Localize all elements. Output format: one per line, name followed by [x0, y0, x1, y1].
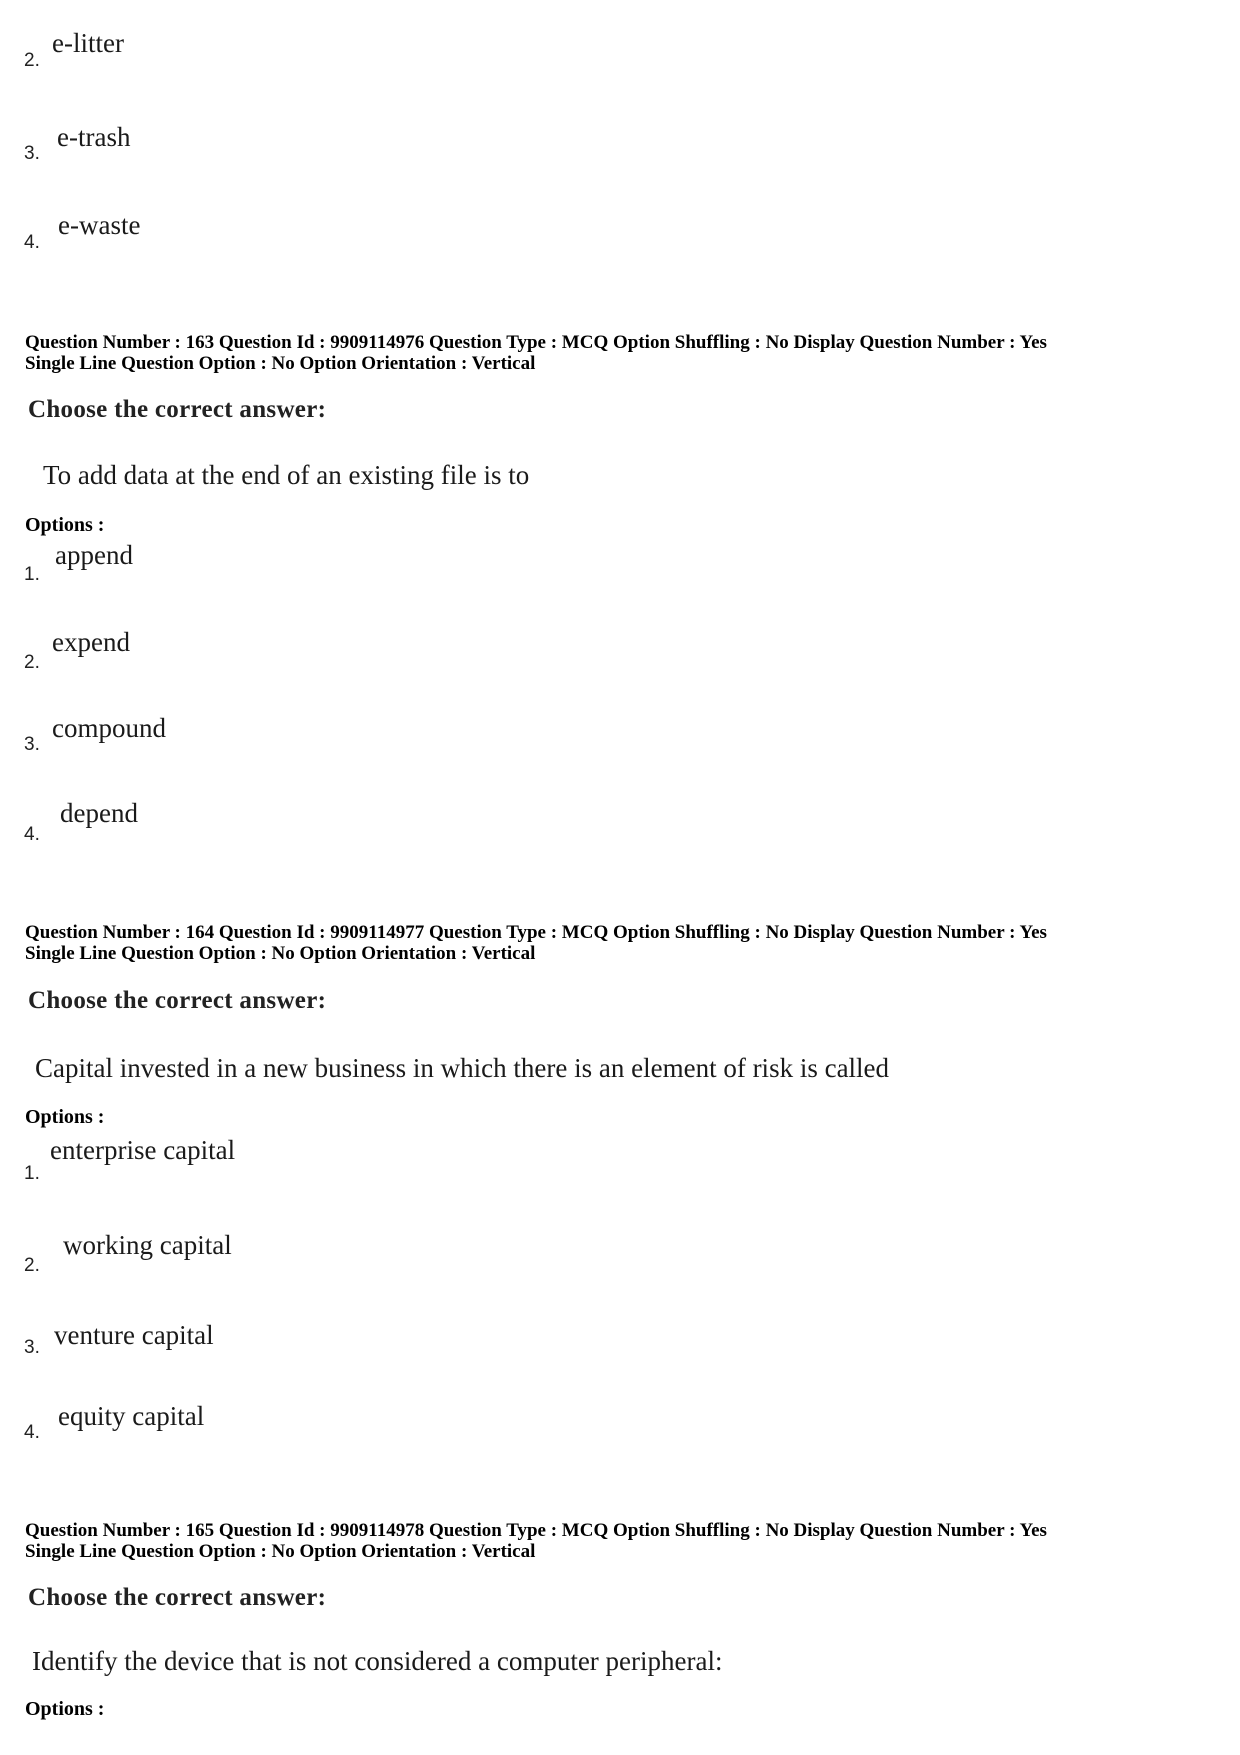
options-label: Options :	[25, 514, 105, 536]
option-number: 2.	[24, 652, 40, 673]
option-text: compound	[52, 713, 166, 743]
option-text: e-litter	[52, 28, 124, 58]
option-number: 3.	[24, 143, 40, 164]
question-prompt: Choose the correct answer:	[28, 1584, 327, 1611]
option-number: 3.	[24, 1337, 40, 1358]
question-meta-line2: Single Line Question Option : No Option Orientation : Vertical	[25, 1541, 536, 1562]
option-number: 3.	[24, 734, 40, 755]
question-meta	[25, 922, 1047, 964]
option-text: e-trash	[57, 122, 131, 152]
option-number: 1.	[24, 1163, 40, 1184]
option-text: e-waste	[58, 210, 141, 240]
option-number: 4.	[24, 1422, 40, 1443]
options-label: Options :	[25, 1698, 105, 1720]
option-number: 4.	[24, 232, 40, 253]
question-text: Capital invested in a new business in which there is an element of risk is called	[35, 1053, 890, 1083]
option-text: equity capital	[58, 1401, 205, 1431]
option-number: 2.	[24, 50, 40, 71]
question-text: To add data at the end of an existing file is to	[43, 460, 530, 490]
option-text: expend	[52, 627, 130, 657]
option-text: venture capital	[54, 1320, 214, 1350]
question-prompt: Choose the correct answer:	[28, 987, 327, 1014]
question-meta-line1: Question Number : 164 Question Id : 9909114977 Question Type : MCQ Option Shuffling : No Display Question Number : Yes	[25, 922, 1047, 943]
options-label: Options :	[25, 1106, 105, 1128]
question-text: Identify the device that is not considered a computer peripheral:	[32, 1646, 723, 1676]
option-number: 2.	[24, 1255, 40, 1276]
option-text: depend	[60, 798, 138, 828]
option-text: enterprise capital	[50, 1135, 236, 1165]
question-meta-line2: Single Line Question Option : No Option Orientation : Vertical	[25, 353, 536, 374]
option-text: working capital	[63, 1230, 232, 1260]
question-meta-line1: Question Number : 165 Question Id : 9909114978 Question Type : MCQ Option Shuffling : No Display Question Number : Yes	[25, 1520, 1047, 1541]
option-number: 1.	[24, 564, 40, 585]
question-meta-line1: Question Number : 163 Question Id : 9909114976 Question Type : MCQ Option Shuffling : No Display Question Number : Yes	[25, 332, 1047, 353]
option-number: 4.	[24, 824, 40, 845]
question-meta	[25, 332, 1047, 374]
option-text: append	[55, 540, 133, 570]
question-meta	[25, 1520, 1047, 1562]
question-prompt: Choose the correct answer:	[28, 396, 327, 423]
question-meta-line2: Single Line Question Option : No Option Orientation : Vertical	[25, 943, 536, 964]
